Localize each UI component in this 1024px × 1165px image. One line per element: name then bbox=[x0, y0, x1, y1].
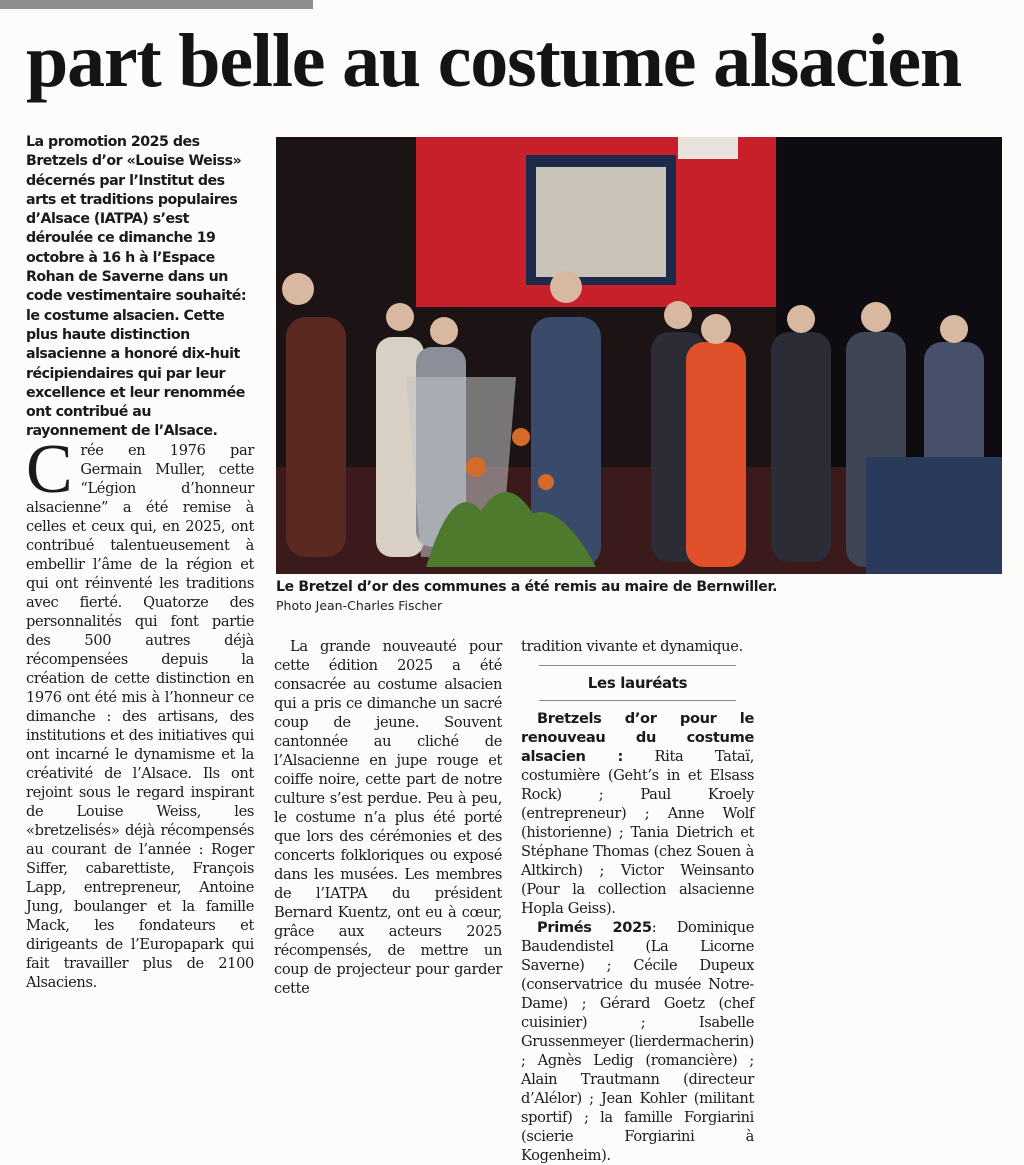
article-body-column-1 bbox=[26, 431, 254, 992]
ceremony-photo-illustration bbox=[276, 137, 1002, 574]
article-photo bbox=[276, 137, 1002, 574]
laureats-heading: Les lauréats bbox=[539, 665, 736, 701]
photo-caption: Le Bretzel d’or des communes a été remis au maire de Bernwiller. bbox=[276, 579, 778, 595]
article-body-column-3 bbox=[521, 637, 754, 1165]
laureats-primes-text: : Dominique Baudendistel (La Licorne Saverne) ; Cécile Dupeux (conservatrice du musée Notre-Dame) ; Gérard Goetz (chef cuisinier) ; Isabelle Grussenmeyer (lierdermacherin) ; Agnès Ledig (romancière) ; Alain Trautmann (directeur d’Alélor) ; Jean Kohler (militant sportif) ; la famille Forgiarini (scierie Forgiarini à Kogenheim). bbox=[521, 919, 754, 1164]
photo-credit: Photo Jean-Charles Fischer bbox=[276, 598, 443, 613]
article-lead-paragraph: La promotion 2025 des Bretzels d’or «Louise Weiss» décernés par l’Institut des arts et traditions populaires d’Alsace (IATPA) s’est déroulée ce dimanche 19 octobre à 16 h à l’Espace Rohan de Saverne dans un code vestimentaire souhaité: le costume alsacien. Cette plus haute distinction alsacienne a honoré dix-huit récipiendaires qui par leur excellence et leur renommée ont contribué au rayonnement de l’Alsace. bbox=[26, 134, 247, 440]
drop-cap-letter: C bbox=[26, 431, 73, 508]
body-text-2: La grande nouveauté pour cette édition 2025 a été consacrée au costume alsacien qui a pris ce dimanche un sacré coup de jeune. Souvent cantonnée au cliché de l’Alsacienne en jupe rouge et coiffe noire, cette part de notre culture s’est perdue. Peu à peu, le costume n’a plus été porté que lors des cérémonies et des concerts folkloriques ou exposé dans les musées. Les membres de l’IATPA du président Bernard Kuentz, ont eu à cœur, grâce aux acteurs 2025 récompensés, de mettre un coup de projecteur pour garder cette bbox=[274, 638, 502, 997]
body-text-3: tradition vivante et dynamique. bbox=[521, 638, 743, 655]
laureats-primes-lead: Primés 2025 bbox=[537, 919, 652, 936]
body-text-1: rée en 1976 par Germain Muller, cette “Légion d’honneur alsacienne” a été remise à celles et ceux qui, en 2025, ont contribué talentueusement à embellir l’âme de la région et qui ont réinventé les traditions avec fierté. Quatorze des personnalités qui font partie des 500 autres déjà récompensées depuis la création de cette distinction en 1976 ont été mis à l’honneur ce dimanche : des artisans, des institutions et des initiatives qui ont incarné le dynamisme et la créativité de l’Alsace. Ils ont rejoint sous le regard inspirant de Louise Weiss, les «bretzelisés» déjà récompensés au courant de l’année : Roger Siffer, cabarettiste, François Lapp, entrepreneur, Antoine Jung, boulanger et la famille Mack, les fondateurs et dirigeants de l’Europapark qui fait travailler plus de 2100 Alsaciens. bbox=[26, 442, 254, 991]
laureats-renouveau-lead: Bretzels d’or pour le renouveau du costume alsacien : bbox=[521, 710, 754, 765]
article-body-column-2 bbox=[274, 637, 502, 998]
laureats-renouveau bbox=[521, 709, 754, 918]
article-headline: part belle au costume alsacien bbox=[26, 19, 962, 103]
laureats-primes bbox=[521, 918, 754, 1165]
section-color-bar bbox=[0, 0, 313, 9]
laureats-renouveau-text: Rita Tataï, costumière (Geht’s in et Elsass Rock) ; Paul Kroely (entrepreneur) ; Anne Wolf (historienne) ; Tania Dietrich et Stéphane Thomas (chez Souen à Altkirch) ; Victor Weinsanto (Pour la collection alsacienne Hopla Geiss). bbox=[521, 748, 754, 917]
